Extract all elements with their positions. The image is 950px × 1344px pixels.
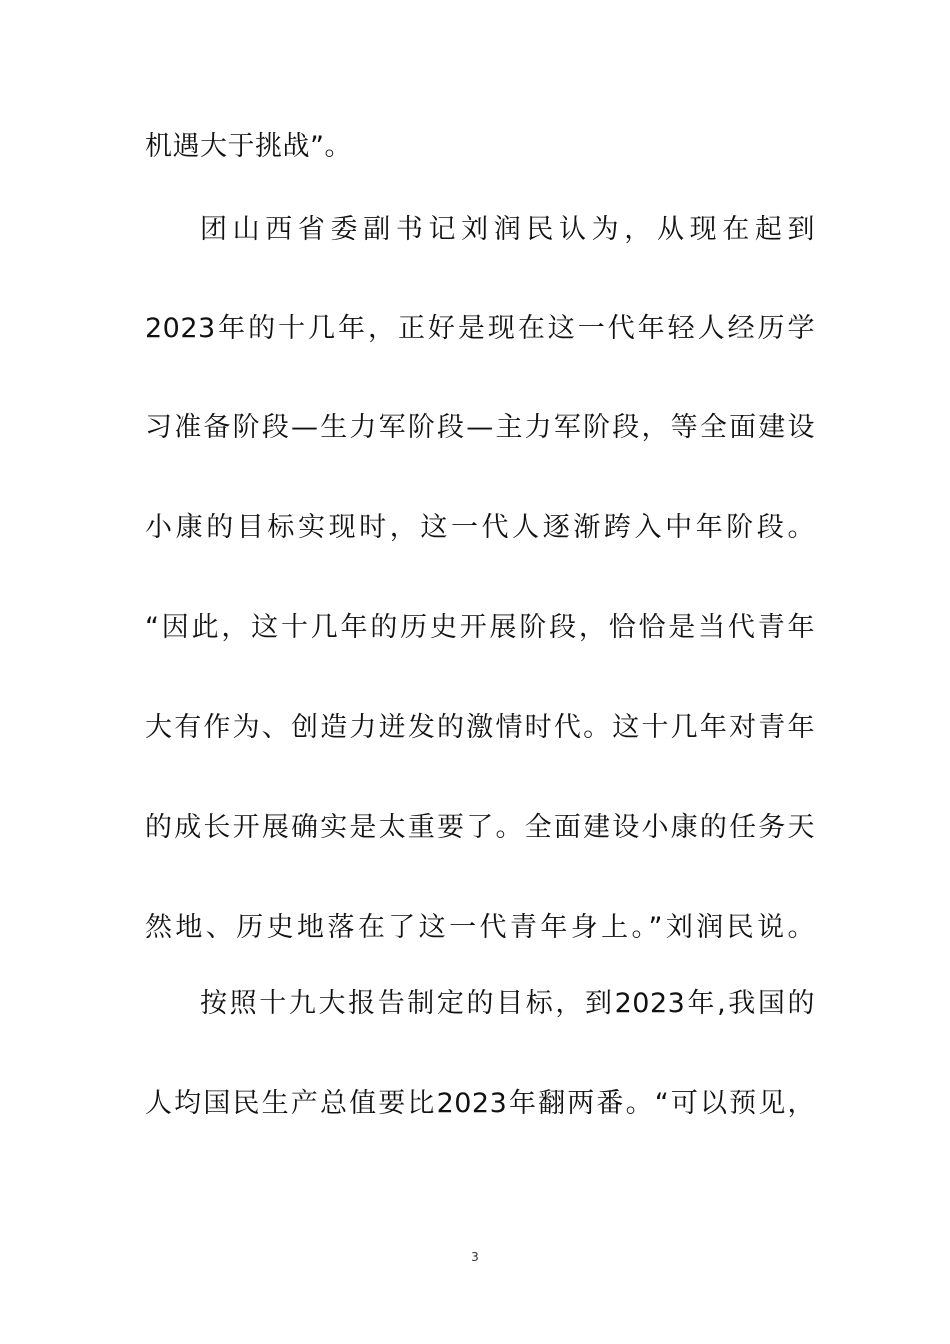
- paragraph-line-2: 团山西省委副书记刘润民认为，从现在起到: [200, 214, 815, 245]
- paragraph-line-7: 大有作为、创造力迸发的激情时代。这十几年对青年: [145, 712, 815, 743]
- page-number: 3: [471, 1250, 479, 1264]
- paragraph-line-4: 习准备阶段—生力军阶段—主力军阶段，等全面建设: [145, 412, 815, 443]
- paragraph-line-9: 然地、历史地落在了这一代青年身上。”刘润民说。: [145, 912, 815, 943]
- paragraph-line-8: 的成长开展确实是太重要了。全面建设小康的任务天: [145, 812, 815, 843]
- paragraph-line-11: 人均国民生产总值要比2023年翻两番。“可以预见，: [145, 1088, 815, 1119]
- paragraph-line-10: 按照十九大报告制定的目标，到2023年,我国的: [200, 988, 815, 1019]
- paragraph-line-1: 机遇大于挑战”。: [145, 131, 352, 162]
- paragraph-line-6: “因此，这十几年的历史开展阶段，恰恰是当代青年: [145, 612, 815, 643]
- paragraph-line-5: 小康的目标实现时，这一代人逐渐跨入中年阶段。: [145, 512, 815, 543]
- paragraph-line-3: 2023年的十几年，正好是现在这一代年轻人经历学: [145, 313, 815, 344]
